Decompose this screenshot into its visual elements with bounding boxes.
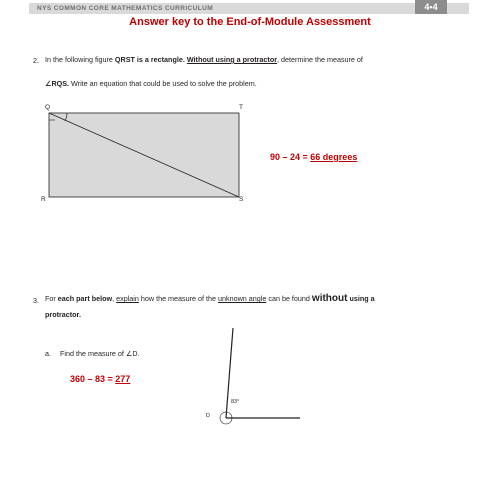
vertex-t-label: T	[239, 104, 243, 111]
vertex-d-label: D	[206, 413, 210, 419]
q2-angle-rqs: ∠RQS.	[45, 79, 70, 88]
q2-answer-value: 66 degrees	[310, 152, 358, 162]
angle-83-label: 83°	[231, 399, 240, 405]
q2-text-a: In the following figure	[45, 55, 115, 64]
question-3-number: 3.	[33, 296, 39, 305]
page-title: Answer key to the End-of-Module Assessment	[129, 16, 371, 28]
q3-explain: explain	[116, 294, 139, 303]
vertex-s-label: S	[239, 196, 244, 203]
q2-text-e: , determine the measure of	[277, 55, 363, 64]
q3-unknown-angle: unknown angle	[218, 294, 267, 303]
part-a-answer-expression: 360 – 83 =	[70, 374, 116, 384]
q3-text-a: For	[45, 294, 58, 303]
q3-text-c: ,	[112, 294, 117, 303]
q2-answer-expression: 90 – 24 =	[270, 152, 311, 162]
angle-arc-83	[227, 412, 233, 418]
part-a-label: a.	[45, 349, 51, 358]
question-2-number: 2.	[33, 56, 39, 65]
q2-rectangle-statement: QRST is a rectangle.	[114, 55, 185, 64]
vertex-q-label: Q	[45, 104, 51, 111]
module-badge: 4•4	[415, 0, 447, 14]
q3-without: without	[311, 293, 348, 304]
q2-without-protractor: Without using a protractor	[186, 55, 278, 64]
ray-d-vertical	[226, 328, 233, 418]
q2-text-write: Write an equation that could be used to solve the problem.	[69, 79, 257, 88]
vertex-r-label: R	[41, 196, 46, 203]
curriculum-title: NYS COMMON CORE MATHEMATICS CURRICULUM	[37, 5, 214, 12]
q3-protractor: protractor.	[45, 310, 81, 319]
q3-text-g: can be found	[266, 294, 312, 303]
part-a-prompt: Find the measure of ∠D.	[60, 349, 140, 358]
q3-using-a: using a	[347, 294, 375, 303]
q3-each-part: each part below	[57, 294, 113, 303]
part-a-answer-value: 277	[115, 374, 131, 384]
q3-text-e: how the measure of the	[138, 294, 218, 303]
